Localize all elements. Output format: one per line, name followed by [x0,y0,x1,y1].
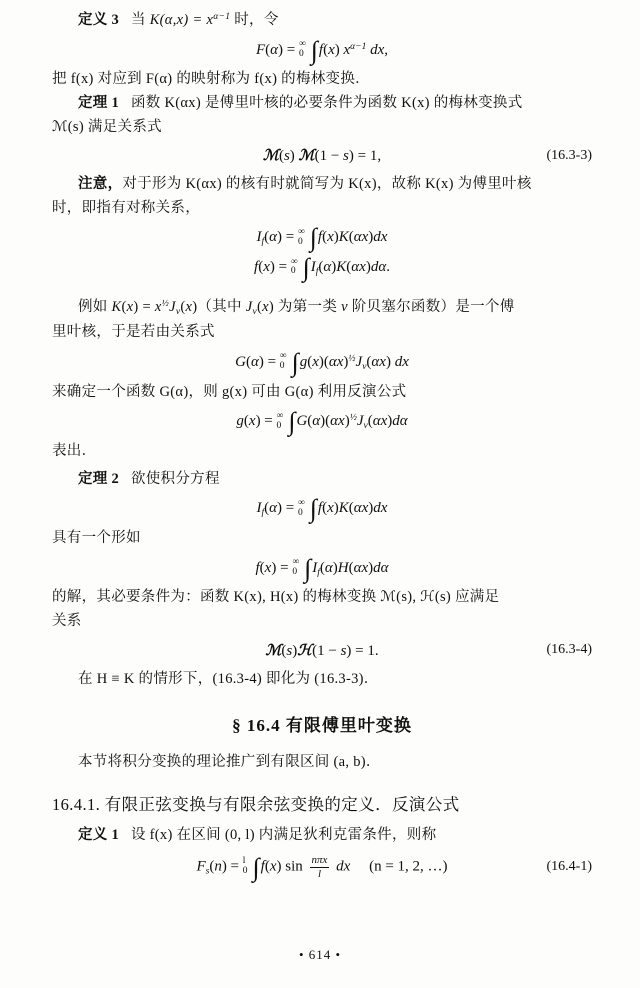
definition-3-line [52,10,592,31]
note-text: 对于形为 K(αx) 的核有时就简写为 K(x)，故称 K(x) 为傅里叶核 [122,176,532,193]
theorem-1-line [52,93,592,114]
equation-f-x-inverse [52,253,592,283]
equation-g-x-body: g(x) = ∞ 0 $\int G(\alpha)(\alpha x)^{\frac{1}{2}}J_\nu(\alpha x)d\alpha$ [236,407,408,437]
equation-g-x [52,407,592,437]
example-line-2: 里叶核，于是若由关系式 [52,324,215,341]
section-heading: § 16.4 有限傅里叶变换 [232,716,412,736]
note-text-2: 时，即指有对称关系， [52,199,200,216]
definition-3-kernel: $K(\alpha,x) = x^{\alpha-1}$ [149,12,231,28]
equation-F-alpha [52,35,592,65]
note-line [52,174,592,195]
paragraph-melin-transform: 把 f(x) 对应到 F(α) 的映射称为 f(x) 的梅林变换． [52,71,370,88]
equation-number-16-3-3: (16.3-3) [546,147,592,163]
definition-1-label: 定义 1 [78,826,120,843]
fraction-numerator: nπx [311,854,328,867]
example-line-1: 例如 $K(x) = x^{\frac{1}{2}}J_\nu(x)$（其中 $J_\nu(x)$ 为第一类 ν 阶贝塞尔函数）是一个傅 [78,298,515,317]
equation-f-x-inverse-body: f(x) = ∞ 0 $\int I_f(\alpha)K(\alpha x)d\alpha$. [254,253,390,283]
equation-f-H-body: f(x) = ∞ 0 $\int I_f(\alpha)H(\alpha x)d\alpha$ [255,553,389,583]
equation-16-3-4 [52,641,592,660]
definition-3-text-1: 当 [130,12,150,28]
theorem-1-text-2: ℳ(s) 满足关系式 [52,118,162,135]
equation-If-alpha-2 [52,494,592,524]
equation-16-4-1 [52,854,592,880]
theorem-2-label: 定理 2 [78,470,120,487]
equation-number-16-3-4: (16.3-4) [546,642,592,658]
equation-If-alpha-body: $I_f(\alpha)$ = ∞ 0 ∫f(x)K(αx)dx [256,223,388,253]
definition-1-line [52,825,592,846]
fraction-denominator: l [317,867,321,880]
paragraph-solution: 的解，其必要条件为：函数 K(x), H(x) 的梅林变换 ℳ(s), ℋ(s) 应满足 [52,589,500,606]
equation-G-alpha-body: G(α) = ∞ 0 $\int g(x)(\alpha x)^{\frac{1}{2}}J_\nu(\alpha x)$ dx [235,347,409,377]
equation-16-4-1-body: $F_s(n)$ = l 0 ∫f(x) sin $\frac{\text{nπx}}{l}$ dx (n = 1, 2, …) [196,852,448,882]
paragraph-solution-2: 关系 [52,613,82,629]
fraction-npix-over-l [310,854,330,880]
equation-number-16-4-1: (16.4-1) [546,859,592,875]
equation-If-alpha-2-body: $I_f(\alpha)$ = ∞ 0 ∫f(x)K(αx)dx [256,494,388,524]
equation-If-alpha [52,223,592,253]
integral-limits: ∞ 0 [299,39,306,59]
paragraph-determine: 来确定一个函数 G(α)，则 g(x) 可由 G(α) 利用反演公式 [52,383,407,400]
equation-16-3-3-body: ℳ(s) ℳ(1 − s) = 1, [262,148,382,165]
theorem-1-label: 定理 1 [78,94,120,111]
subsection-heading: 16.4.1. 有限正弦变换与有限余弦变换的定义．反演公式 [52,794,460,814]
integral-sign: ∫ [310,35,318,65]
note-label: 注意， [78,176,123,193]
theorem-2-line [52,469,592,490]
paragraph-express: 表出． [52,443,97,460]
section-intro: 本节将积分变换的理论推广到有限区间 (a, b)． [78,754,381,771]
equation-16-4-1-condition: (n = 1, 2, …) [369,858,448,875]
theorem-1-text: 函数 K(αx) 是傅里叶核的必要条件为函数 K(x) 的梅林变换式 [130,94,523,111]
equation-G-alpha [52,347,592,377]
paragraph-in-case: 在 H ≡ K 的情形下，(16.3-4) 即化为 (16.3-3)． [78,670,379,687]
equation-16-3-3 [52,146,592,165]
page-number: • 614 • [298,947,342,962]
equation-16-3-4-body: ℳ(s)ℋ(1 − s) = 1. [265,642,379,659]
theorem-2-text: 欲使积分方程 [130,470,220,487]
definition-1-text: 设 f(x) 在区间 (0, l) 内满足狄利克雷条件，则称 [130,826,437,843]
equation-F-alpha-body: F(α) = ∞ 0 ∫f(x) $x^{\alpha-1}$ dx, [255,35,388,65]
definition-3-label: 定义 3 [78,12,120,28]
paragraph-have-form: 具有一个形如 [52,530,141,547]
definition-3-text-2: 时，令 [234,12,279,28]
page-content [52,10,592,889]
equation-f-H [52,553,592,583]
